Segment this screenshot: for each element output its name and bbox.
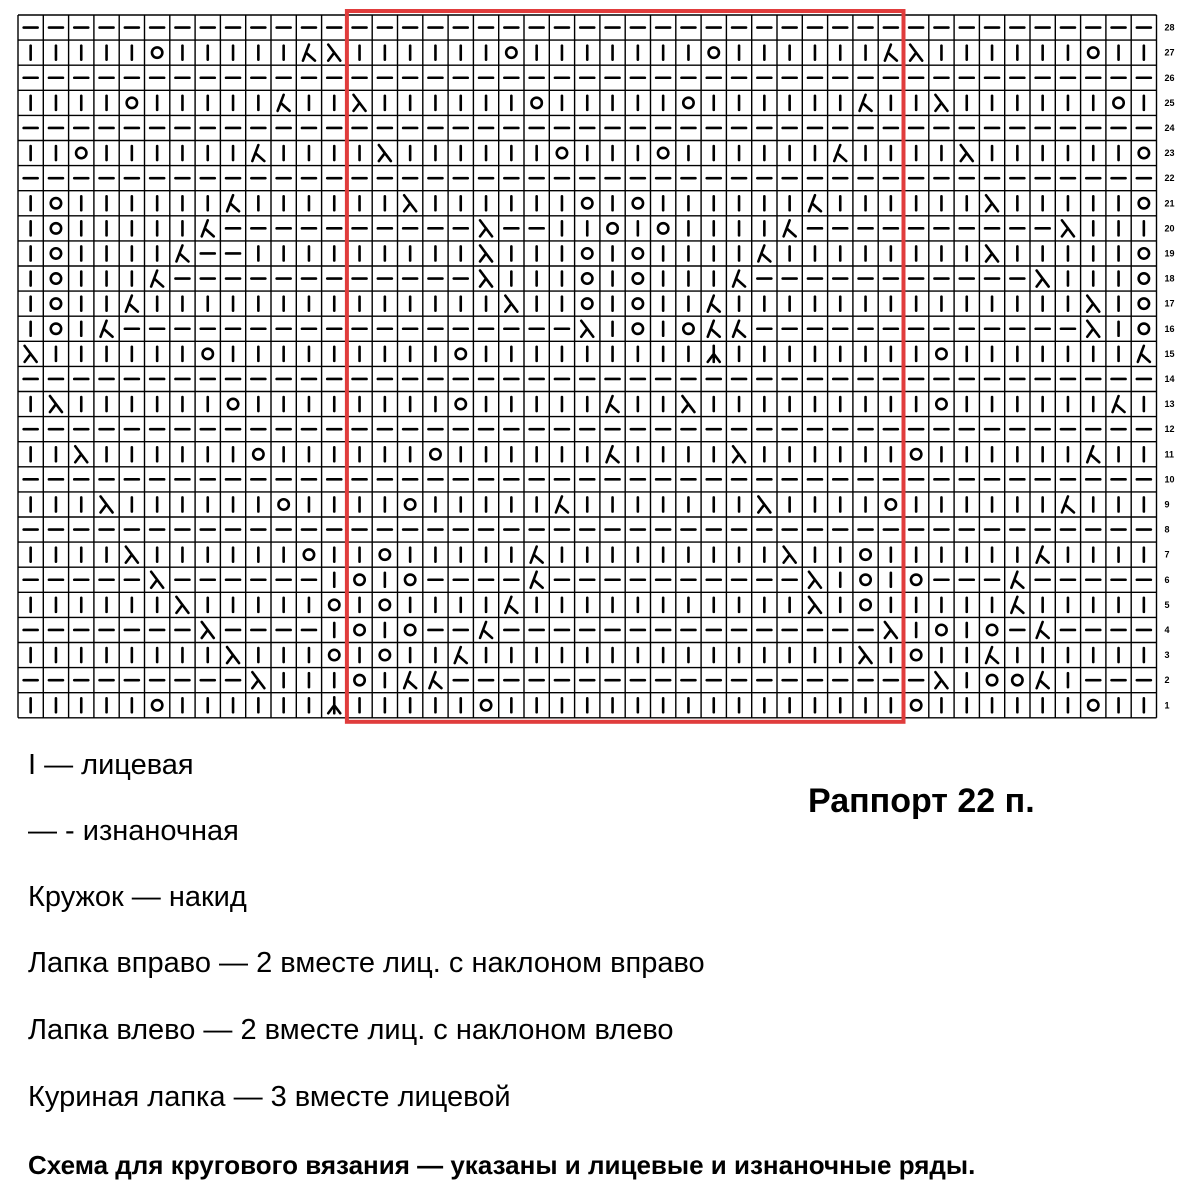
yarn-over-symbol	[152, 700, 162, 710]
right-slant-symbol	[733, 321, 745, 337]
yarn-over-symbol	[228, 399, 238, 409]
k3tog-symbol	[328, 697, 340, 713]
left-slant-symbol	[809, 572, 821, 588]
legend-right-slant: Лапка вправо — 2 вместе лиц. с наклоном вправо	[28, 947, 705, 979]
yarn-over-symbol	[405, 575, 415, 585]
yarn-over-symbol	[987, 625, 997, 635]
right-slant-symbol	[126, 296, 138, 312]
k3tog-symbol	[708, 346, 720, 362]
right-slant-symbol	[708, 296, 720, 312]
left-slant-symbol	[581, 321, 593, 337]
row-number: 23	[1164, 148, 1175, 159]
right-slant-symbol	[809, 195, 821, 211]
yarn-over-symbol	[658, 148, 668, 158]
left-slant-symbol	[227, 647, 239, 663]
yarn-over-symbol	[152, 47, 162, 57]
left-slant-symbol	[50, 396, 62, 412]
left-slant-symbol	[404, 195, 416, 211]
yarn-over-symbol	[633, 248, 643, 258]
yarn-over-symbol	[633, 273, 643, 283]
right-slant-symbol	[607, 396, 619, 412]
left-slant-symbol	[25, 346, 37, 362]
right-slant-symbol	[480, 622, 492, 638]
right-slant-symbol	[758, 245, 770, 261]
right-slant-symbol	[607, 446, 619, 462]
rapport-label: Раппорт 22 п.	[808, 782, 1035, 820]
yarn-over-symbol	[51, 248, 61, 258]
yarn-over-symbol	[582, 273, 592, 283]
legend-purl: — - изнаночная	[28, 815, 239, 847]
left-slant-symbol	[885, 622, 897, 638]
left-slant-symbol	[986, 245, 998, 261]
yarn-over-symbol	[380, 549, 390, 559]
yarn-over-symbol	[329, 600, 339, 610]
right-slant-symbol	[1087, 446, 1099, 462]
left-slant-symbol	[860, 647, 872, 663]
right-slant-symbol	[429, 672, 441, 688]
footer-note: Схема для кругового вязания — указаны и лицевые и изнаночные ряды.	[28, 1150, 976, 1180]
right-slant-symbol	[252, 145, 264, 161]
yarn-over-symbol	[911, 575, 921, 585]
right-slant-symbol	[151, 271, 163, 287]
left-slant-symbol	[505, 296, 517, 312]
yarn-over-symbol	[506, 47, 516, 57]
left-slant-symbol	[101, 496, 113, 512]
right-slant-symbol	[1037, 622, 1049, 638]
yarn-over-symbol	[911, 650, 921, 660]
right-slant-symbol	[303, 45, 315, 61]
yarn-over-symbol	[278, 499, 288, 509]
legend-knit: I — лицевая	[28, 749, 194, 781]
yarn-over-symbol	[911, 449, 921, 459]
left-slant-symbol	[733, 446, 745, 462]
left-slant-symbol	[1062, 220, 1074, 236]
row-number: 6	[1164, 574, 1170, 585]
yarn-over-symbol	[1139, 324, 1149, 334]
yarn-over-symbol	[329, 650, 339, 660]
left-slant-symbol	[910, 45, 922, 61]
row-number: 8	[1164, 524, 1170, 535]
yarn-over-symbol	[76, 148, 86, 158]
row-number: 21	[1164, 198, 1175, 209]
yarn-over-symbol	[51, 198, 61, 208]
left-slant-symbol	[328, 45, 340, 61]
legend-yarn-over: Кружок — накид	[28, 881, 247, 913]
row-number: 22	[1164, 173, 1175, 184]
yarn-over-symbol	[582, 298, 592, 308]
left-slant-symbol	[75, 446, 87, 462]
left-slant-symbol	[151, 572, 163, 588]
yarn-over-symbol	[405, 625, 415, 635]
yarn-over-symbol	[304, 549, 314, 559]
left-slant-symbol	[809, 597, 821, 613]
yarn-over-symbol	[633, 324, 643, 334]
right-slant-symbol	[404, 672, 416, 688]
row-number: 2	[1164, 675, 1170, 686]
yarn-over-symbol	[1088, 47, 1098, 57]
yarn-over-symbol	[582, 198, 592, 208]
yarn-over-symbol	[911, 700, 921, 710]
legend-k3tog: Куриная лапка — 3 вместе лицевой	[28, 1081, 511, 1113]
yarn-over-symbol	[1088, 700, 1098, 710]
right-slant-symbol	[733, 271, 745, 287]
yarn-over-symbol	[860, 575, 870, 585]
yarn-over-symbol	[203, 349, 213, 359]
yarn-over-symbol	[354, 675, 364, 685]
yarn-over-symbol	[683, 324, 693, 334]
yarn-over-symbol	[380, 600, 390, 610]
right-slant-symbol	[1037, 672, 1049, 688]
left-slant-symbol	[935, 672, 947, 688]
left-slant-symbol	[252, 672, 264, 688]
yarn-over-symbol	[51, 324, 61, 334]
row-number: 27	[1164, 47, 1175, 58]
right-slant-symbol	[986, 647, 998, 663]
row-number: 12	[1164, 424, 1175, 435]
legend-left-slant: Лапка влево — 2 вместе лиц. с наклоном влево	[28, 1014, 674, 1046]
row-number: 11	[1164, 449, 1175, 460]
left-slant-symbol	[1037, 271, 1049, 287]
yarn-over-symbol	[1139, 198, 1149, 208]
yarn-over-symbol	[1139, 248, 1149, 258]
yarn-over-symbol	[51, 273, 61, 283]
yarn-over-symbol	[127, 98, 137, 108]
left-slant-symbol	[1087, 296, 1099, 312]
row-number: 18	[1164, 273, 1175, 284]
yarn-over-symbol	[683, 98, 693, 108]
row-number: 24	[1164, 122, 1175, 133]
yarn-over-symbol	[633, 298, 643, 308]
right-slant-symbol	[708, 321, 720, 337]
right-slant-symbol	[455, 647, 467, 663]
yarn-over-symbol	[607, 223, 617, 233]
yarn-over-symbol	[430, 449, 440, 459]
yarn-over-symbol	[380, 650, 390, 660]
right-slant-symbol	[860, 95, 872, 111]
right-slant-symbol	[531, 572, 543, 588]
row-number: 10	[1164, 474, 1175, 485]
right-slant-symbol	[278, 95, 290, 111]
row-number: 1	[1164, 700, 1170, 711]
right-slant-symbol	[1138, 346, 1150, 362]
right-slant-symbol	[784, 220, 796, 236]
yarn-over-symbol	[456, 399, 466, 409]
yarn-over-symbol	[405, 499, 415, 509]
row-number: 19	[1164, 248, 1175, 259]
right-slant-symbol	[1037, 547, 1049, 563]
row-number: 26	[1164, 72, 1175, 83]
yarn-over-symbol	[886, 499, 896, 509]
right-slant-symbol	[176, 245, 188, 261]
yarn-over-symbol	[456, 349, 466, 359]
right-slant-symbol	[1011, 597, 1023, 613]
left-slant-symbol	[354, 95, 366, 111]
row-number: 3	[1164, 650, 1170, 661]
row-number: 5	[1164, 599, 1170, 610]
yarn-over-symbol	[860, 549, 870, 559]
yarn-over-symbol	[1139, 273, 1149, 283]
yarn-over-symbol	[1139, 148, 1149, 158]
left-slant-symbol	[126, 547, 138, 563]
row-number: 4	[1164, 624, 1170, 635]
right-slant-symbol	[227, 195, 239, 211]
right-slant-symbol	[834, 145, 846, 161]
right-slant-symbol	[101, 321, 113, 337]
left-slant-symbol	[1087, 321, 1099, 337]
yarn-over-symbol	[51, 298, 61, 308]
right-slant-symbol	[531, 547, 543, 563]
row-number: 9	[1164, 499, 1170, 510]
right-slant-symbol	[1113, 396, 1125, 412]
yarn-over-symbol	[1139, 298, 1149, 308]
left-slant-symbol	[986, 195, 998, 211]
yarn-over-symbol	[531, 98, 541, 108]
row-number: 25	[1164, 97, 1175, 108]
row-number: 17	[1164, 298, 1175, 309]
yarn-over-symbol	[354, 625, 364, 635]
right-slant-symbol	[556, 496, 568, 512]
yarn-over-symbol	[658, 223, 668, 233]
row-number: 20	[1164, 223, 1175, 234]
row-number: 28	[1164, 22, 1175, 33]
left-slant-symbol	[480, 245, 492, 261]
yarn-over-symbol	[51, 223, 61, 233]
right-slant-symbol	[202, 220, 214, 236]
yarn-over-symbol	[936, 399, 946, 409]
left-slant-symbol	[202, 622, 214, 638]
left-slant-symbol	[480, 271, 492, 287]
row-number: 13	[1164, 399, 1175, 410]
yarn-over-symbol	[253, 449, 263, 459]
left-slant-symbol	[480, 220, 492, 236]
left-slant-symbol	[935, 95, 947, 111]
row-number: 15	[1164, 348, 1175, 359]
yarn-over-symbol	[481, 700, 491, 710]
right-slant-symbol	[885, 45, 897, 61]
yarn-over-symbol	[987, 675, 997, 685]
yarn-over-symbol	[354, 575, 364, 585]
row-number: 16	[1164, 323, 1175, 334]
left-slant-symbol	[961, 145, 973, 161]
yarn-over-symbol	[709, 47, 719, 57]
left-slant-symbol	[784, 547, 796, 563]
left-slant-symbol	[379, 145, 391, 161]
row-number: 14	[1164, 373, 1175, 384]
yarn-over-symbol	[557, 148, 567, 158]
right-slant-symbol	[1011, 572, 1023, 588]
right-slant-symbol	[1062, 496, 1074, 512]
row-number: 7	[1164, 549, 1170, 560]
yarn-over-symbol	[936, 349, 946, 359]
left-slant-symbol	[682, 396, 694, 412]
yarn-over-symbol	[1113, 98, 1123, 108]
yarn-over-symbol	[860, 600, 870, 610]
yarn-over-symbol	[633, 198, 643, 208]
left-slant-symbol	[176, 597, 188, 613]
yarn-over-symbol	[582, 248, 592, 258]
yarn-over-symbol	[1012, 675, 1022, 685]
right-slant-symbol	[505, 597, 517, 613]
left-slant-symbol	[758, 496, 770, 512]
yarn-over-symbol	[936, 625, 946, 635]
